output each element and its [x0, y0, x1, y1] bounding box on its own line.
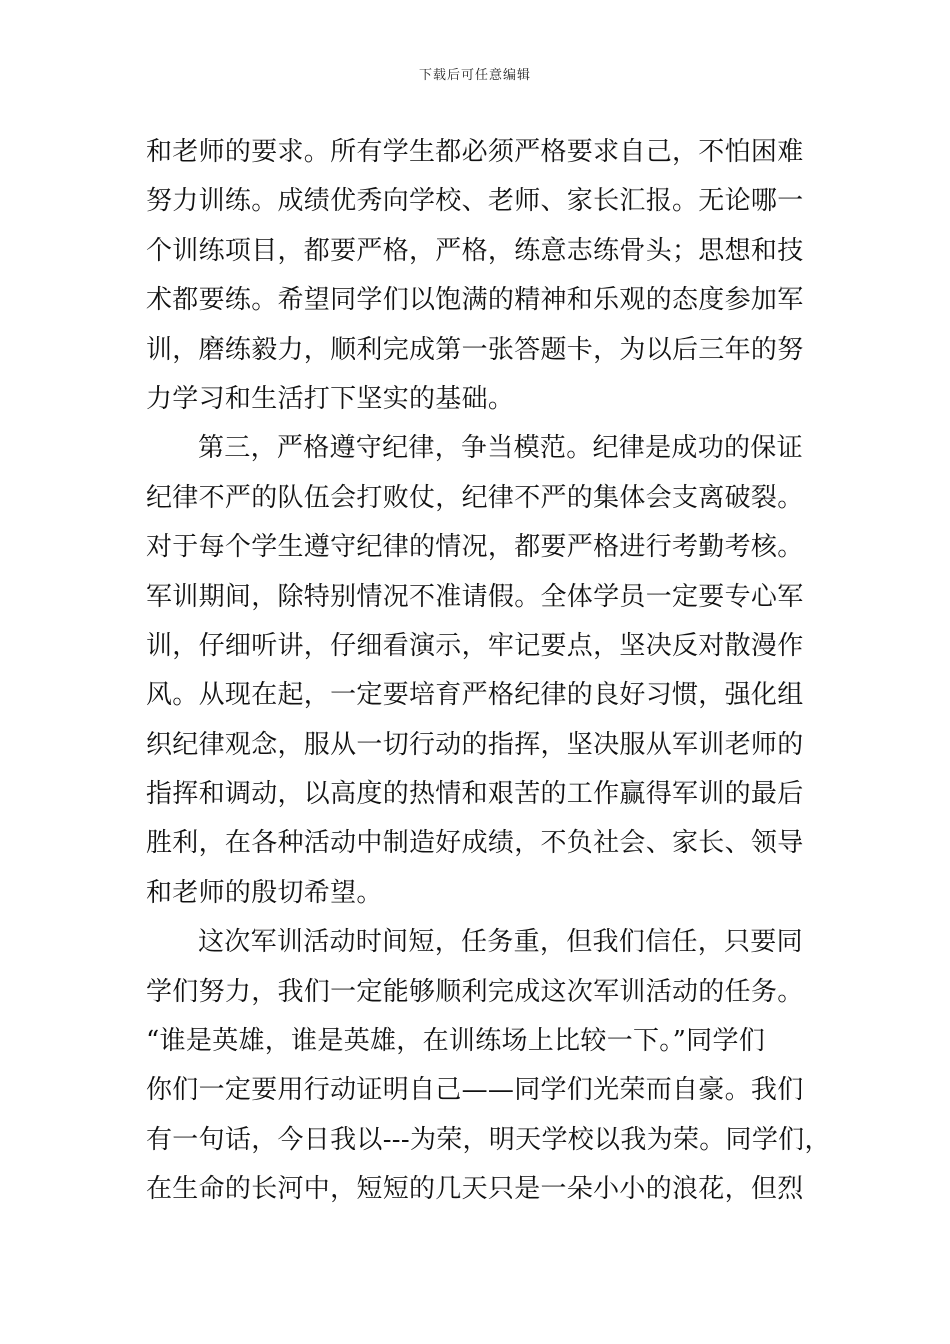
- text-line: 学们努力，我们一定能够顺利完成这次军训活动的任务。: [146, 976, 804, 1007]
- text-line: 指挥和调动，以高度的热情和艰苦的工作赢得军训的最后: [146, 779, 804, 810]
- text-line: 和老师的要求。所有学生都必须严格要求自己，不怕困难: [146, 137, 804, 167]
- text-line: 个训练项目，都要严格，严格，练意志练骨头；思想和技: [146, 235, 804, 266]
- text-line: 纪律不严的队伍会打败仗，纪律不严的集体会支离破裂。: [146, 482, 804, 513]
- paragraph-start-line: 第三，严格遵守纪律，争当模范。纪律是成功的保证: [198, 433, 803, 464]
- text-line: 训，磨练毅力，顺利完成第一张答题卡，为以后三年的努: [146, 334, 804, 365]
- text-line: 军训期间，除特别情况不准请假。全体学员一定要专心军: [146, 581, 804, 612]
- text-line: 力学习和生活打下坚实的基础。: [146, 383, 515, 414]
- text-line: 你们一定要用行动证明自己——同学们光荣而自豪。我们: [146, 1075, 804, 1106]
- text-line: 和老师的殷切希望。: [146, 877, 383, 908]
- page-header: 下载后可任意编辑: [418, 68, 531, 83]
- text-line: 努力训练。成绩优秀向学校、老师、家长汇报。无论哪一: [146, 186, 804, 217]
- text-line: “谁是英雄，谁是英雄，在训练场上比较一下。”同学们: [146, 1026, 766, 1057]
- text-line: 有一句话，今日我以---为荣，明天学校以我为荣。同学们，: [146, 1124, 831, 1155]
- text-line: 胜利，在各种活动中制造好成绩，不负社会、家长、领导: [146, 828, 804, 859]
- text-line: 对于每个学生遵守纪律的情况，都要严格进行考勤考核。: [146, 532, 804, 563]
- text-line: 风。从现在起，一定要培育严格纪律的良好习惯，强化组: [146, 680, 804, 711]
- text-line: 织纪律观念，服从一切行动的指挥，坚决服从军训老师的: [146, 729, 804, 760]
- text-line: 术都要练。希望同学们以饱满的精神和乐观的态度参加军: [146, 285, 804, 316]
- text-line: 训，仔细听讲，仔细看演示，牢记要点，坚决反对散漫作: [146, 630, 804, 661]
- text-line: 在生命的长河中，短短的几天只是一朵小小的浪花，但烈: [146, 1174, 804, 1205]
- document-body: [146, 128, 836, 1215]
- paragraph-start-line: 这次军训活动时间短，任务重，但我们信任，只要同: [198, 927, 803, 958]
